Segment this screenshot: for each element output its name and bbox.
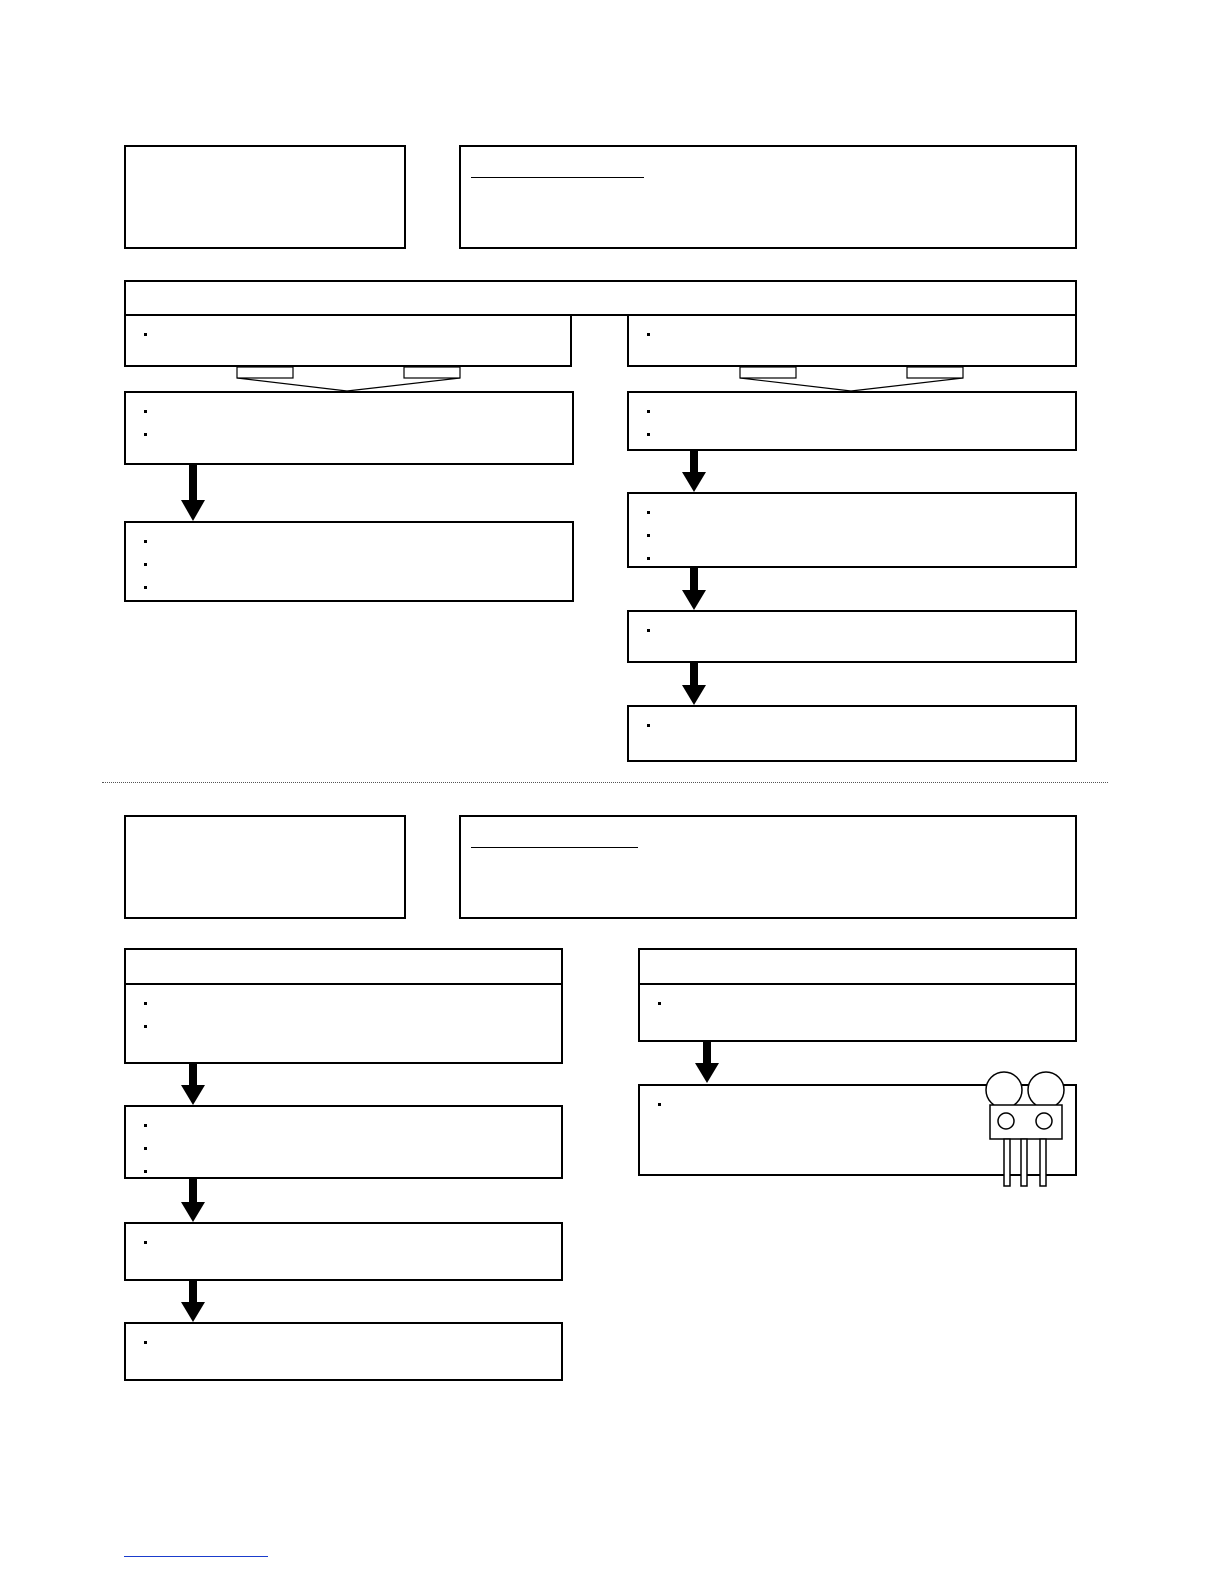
s1-right-step2-list [647, 502, 663, 571]
s1-right-step4-list [647, 715, 663, 738]
s1-right-step4-box [627, 705, 1077, 762]
list-item [144, 554, 160, 577]
s1-right-step1-list [647, 401, 663, 447]
s2-left-step1-box [124, 983, 563, 1064]
list-item [647, 424, 663, 447]
section2-title-box [459, 815, 1077, 919]
s1-left-step2-list [144, 531, 160, 600]
s2-right-step2-list [658, 1094, 674, 1117]
s2-left-step3-list [144, 1232, 160, 1255]
list-item [144, 1115, 160, 1138]
s2-left-step1-list [144, 993, 160, 1039]
s1-right-step3-list [647, 620, 663, 643]
list-item [144, 531, 160, 554]
arrow-down-icon [181, 1281, 205, 1322]
section2-label-box [124, 815, 406, 919]
list-item [144, 1232, 160, 1255]
arrow-down-icon [682, 568, 706, 610]
arrow-down-icon [181, 1179, 205, 1222]
s1-left-step1-list [144, 401, 160, 447]
list-item [144, 324, 160, 347]
list-item [658, 1094, 674, 1117]
list-item [647, 401, 663, 424]
arrow-down-icon [695, 1042, 719, 1083]
list-item [144, 401, 160, 424]
section2-title-underline [471, 847, 638, 848]
s2-right-step1-box [638, 983, 1077, 1042]
s1-left-step1-box [124, 391, 574, 465]
s1-right-step3-box [627, 610, 1077, 663]
list-item [144, 1332, 160, 1355]
section1-label-box [124, 145, 406, 249]
list-item [144, 577, 160, 600]
arrow-down-icon [181, 465, 205, 521]
s1-right-intro-list [647, 324, 663, 347]
list-item [647, 324, 663, 347]
list-item [144, 1016, 160, 1039]
s1-right-intro-box [627, 314, 1077, 367]
section1-header-bar [124, 280, 1077, 316]
list-item [647, 715, 663, 738]
section1-title-box [459, 145, 1077, 249]
s2-left-step2-list [144, 1115, 160, 1184]
s2-left-step4-list [144, 1332, 160, 1355]
s2-left-step4-box [124, 1322, 563, 1381]
s2-right-header-box [638, 948, 1077, 985]
list-item [647, 502, 663, 525]
s1-right-step2-box [627, 492, 1077, 568]
list-item [647, 548, 663, 571]
s1-left-intro-box [124, 314, 572, 367]
list-item [144, 993, 160, 1016]
section-divider [102, 782, 1108, 783]
section1-title-underline [471, 177, 644, 178]
s1-left-step2-box [124, 521, 574, 602]
s2-left-header-box [124, 948, 563, 985]
s1-right-split-connector [740, 367, 963, 391]
list-item [647, 525, 663, 548]
s2-right-step1-list [658, 993, 674, 1016]
s2-right-step2-box [638, 1084, 1077, 1176]
list-item [647, 620, 663, 643]
list-item [658, 993, 674, 1016]
list-item [144, 1138, 160, 1161]
list-item [144, 1161, 160, 1184]
s1-right-step1-box [627, 391, 1077, 451]
s2-left-step2-box [124, 1105, 563, 1179]
arrow-down-icon [682, 451, 706, 492]
s1-left-intro-list [144, 324, 160, 347]
footer-link[interactable] [124, 1556, 268, 1557]
arrow-down-icon [682, 663, 706, 705]
list-item [144, 424, 160, 447]
s2-left-step3-box [124, 1222, 563, 1281]
s1-left-split-connector [237, 367, 460, 391]
arrow-down-icon [181, 1064, 205, 1105]
